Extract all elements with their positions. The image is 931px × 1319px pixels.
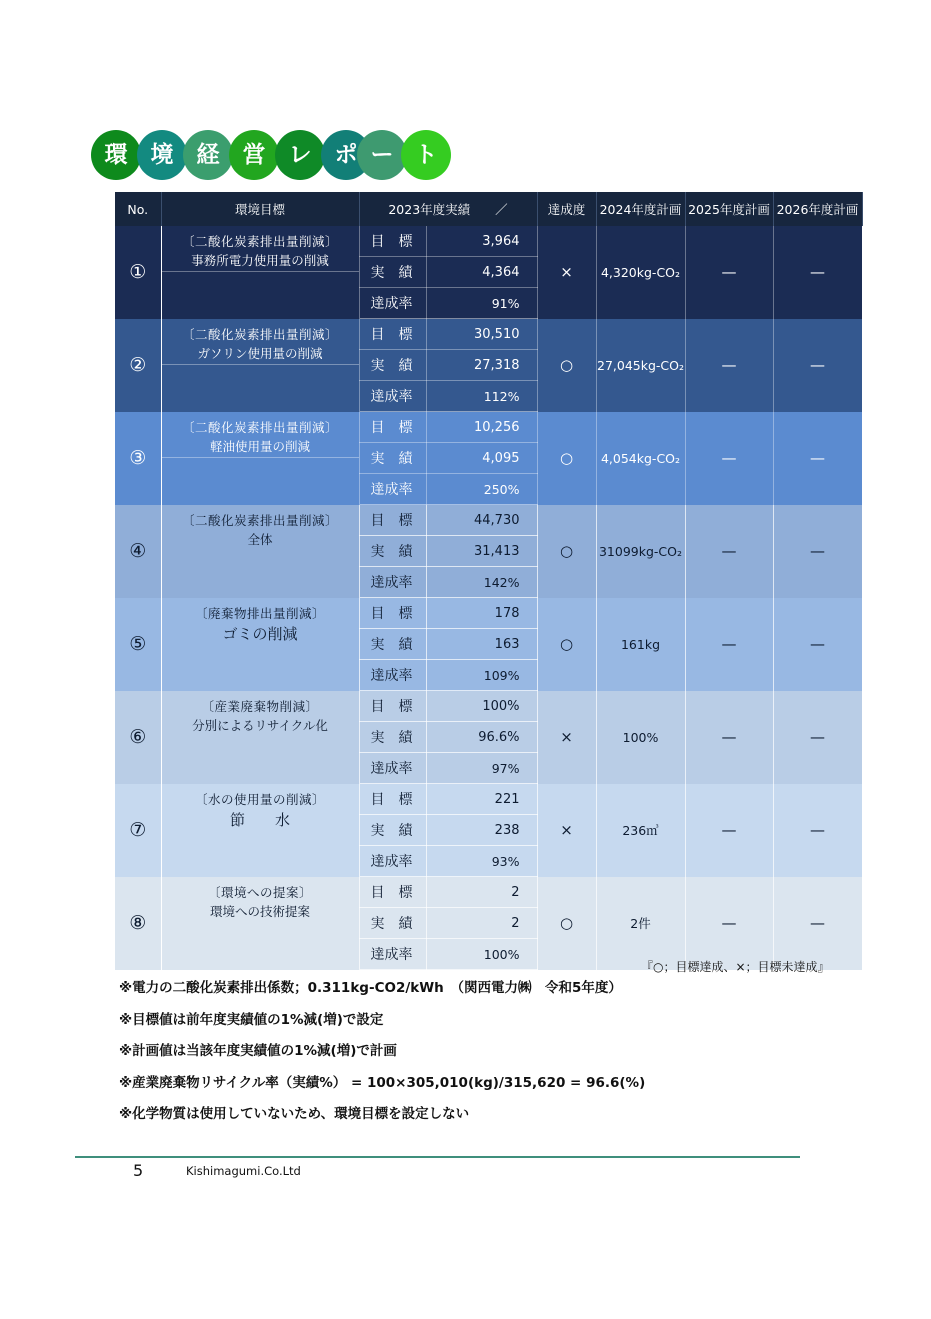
- rate-label: 達成率: [359, 288, 426, 319]
- rate-value: 109%: [426, 660, 537, 691]
- rate-label: 達成率: [359, 660, 426, 691]
- notes: [119, 978, 645, 1136]
- table-row: [115, 598, 862, 629]
- rate-value: 97%: [426, 753, 537, 784]
- goal-cell: [161, 784, 359, 877]
- plan-2026: —: [773, 319, 862, 412]
- goal-divider: [162, 457, 359, 458]
- target-label: 目 標: [359, 412, 426, 443]
- actual-value: 4,364: [426, 257, 537, 288]
- note-line: ※計画値は当該年度実績値の1%減(増)で計画: [119, 1043, 397, 1059]
- actual-label: 実 績: [359, 629, 426, 660]
- footer-divider: [75, 1156, 800, 1158]
- header-plan-2026: 2026年度計画: [773, 192, 862, 226]
- plan-2024: 236㎥: [596, 784, 685, 877]
- achievement-mark: ×: [537, 226, 596, 319]
- goal-description: 軽油使用量の削減: [209, 438, 310, 454]
- actual-label: 実 績: [359, 350, 426, 381]
- table-row: [115, 505, 862, 536]
- goal-description: 事務所電力使用量の削減: [191, 253, 329, 268]
- goal-description: 分別によるリサイクル化: [192, 717, 328, 733]
- actual-label: 実 績: [359, 257, 426, 288]
- table-row: [115, 691, 862, 722]
- plan-2025: —: [685, 505, 773, 598]
- goal-category: 〔二酸化炭素排出量削減〕: [181, 512, 338, 528]
- plan-2024: 100%: [596, 691, 685, 784]
- report-title: [91, 130, 461, 180]
- target-label: 目 標: [359, 598, 426, 629]
- goal-description: ゴミの削減: [222, 624, 298, 643]
- achievement-mark: ○: [537, 598, 596, 691]
- row-number: ⑦: [115, 784, 161, 877]
- plan-2026: —: [773, 691, 862, 784]
- table-row: [115, 412, 862, 443]
- title-char-circle: 経: [183, 130, 233, 180]
- goal-category: 〔廃棄物排出量削減〕: [194, 605, 325, 621]
- plan-2025: —: [685, 691, 773, 784]
- achievement-mark: ×: [537, 691, 596, 784]
- plan-2024: 4,320kg-CO₂: [596, 226, 685, 319]
- rate-label: 達成率: [359, 474, 426, 505]
- header-result: 2023年度実績 ／: [359, 192, 537, 226]
- plan-2026: —: [773, 598, 862, 691]
- header-no: No.: [115, 192, 161, 226]
- plan-2024: 27,045kg-CO₂: [596, 319, 685, 412]
- rate-value: 100%: [426, 939, 537, 970]
- goal-category: 〔二酸化炭素排出量削減〕: [181, 326, 338, 342]
- actual-label: 実 績: [359, 722, 426, 753]
- table-row: [115, 877, 862, 908]
- table-row: [115, 784, 862, 815]
- plan-2026: —: [773, 505, 862, 598]
- plan-2025: —: [685, 598, 773, 691]
- achievement-mark: ○: [537, 319, 596, 412]
- plan-2024: 4,054kg-CO₂: [596, 412, 685, 505]
- rate-value: 91%: [426, 288, 537, 319]
- goal-category: 〔産業廃棄物削減〕: [201, 698, 319, 714]
- rate-label: 達成率: [359, 846, 426, 877]
- target-value: 178: [426, 598, 537, 629]
- target-label: 目 標: [359, 319, 426, 350]
- note-line: ※産業廃棄物リサイクル率（実績%） = 100×305,010(kg)/315,620 = 96.6(%): [119, 1074, 646, 1091]
- goal-cell: [161, 505, 359, 598]
- target-value: 221: [426, 784, 537, 815]
- actual-label: 実 績: [359, 536, 426, 567]
- plan-2025: —: [685, 319, 773, 412]
- plan-2025: —: [685, 412, 773, 505]
- company-name: Kishimagumi.Co.Ltd: [186, 1164, 301, 1178]
- goal-cell: [161, 319, 359, 412]
- target-value: 30,510: [426, 319, 537, 350]
- achievement-mark: ○: [537, 877, 596, 970]
- goal-category: 〔二酸化炭素排出量削減〕: [181, 234, 338, 249]
- table-row: [115, 319, 862, 350]
- goal-description: 環境への技術提案: [209, 903, 310, 919]
- row-number: ⑧: [115, 877, 161, 970]
- rate-value: 112%: [426, 381, 537, 412]
- table-row: [115, 226, 862, 257]
- target-value: 2: [426, 877, 537, 908]
- title-char-circle: ポ: [321, 130, 371, 180]
- actual-value: 238: [426, 815, 537, 846]
- title-char-circle: 営: [229, 130, 279, 180]
- rate-label: 達成率: [359, 939, 426, 970]
- rate-value: 250%: [426, 474, 537, 505]
- actual-value: 31,413: [426, 536, 537, 567]
- actual-label: 実 績: [359, 908, 426, 939]
- header-achievement: 達成度: [537, 192, 596, 226]
- plan-2026: —: [773, 412, 862, 505]
- goal-category: 〔環境への提案〕: [207, 884, 312, 900]
- achievement-mark: ○: [537, 505, 596, 598]
- target-value: 44,730: [426, 505, 537, 536]
- actual-label: 実 績: [359, 815, 426, 846]
- goal-cell: [161, 226, 359, 319]
- goal-cell: [161, 412, 359, 505]
- environmental-goals-table: [115, 192, 863, 970]
- title-char-circle: ト: [401, 130, 451, 180]
- goal-description: 節 水: [229, 810, 290, 829]
- actual-label: 実 績: [359, 443, 426, 474]
- actual-value: 27,318: [426, 350, 537, 381]
- target-label: 目 標: [359, 784, 426, 815]
- header-plan-2024: 2024年度計画: [596, 192, 685, 226]
- row-number: ④: [115, 505, 161, 598]
- target-value: 3,964: [426, 226, 537, 257]
- plan-2026: —: [773, 877, 862, 970]
- plan-2024: 161kg: [596, 598, 685, 691]
- target-value: 100%: [426, 691, 537, 722]
- table-body: [115, 226, 862, 970]
- title-char-circle: 境: [137, 130, 187, 180]
- target-label: 目 標: [359, 505, 426, 536]
- goal-cell: [161, 691, 359, 784]
- table-header-row: [115, 192, 862, 226]
- actual-value: 2: [426, 908, 537, 939]
- target-label: 目 標: [359, 691, 426, 722]
- achievement-mark: ×: [537, 784, 596, 877]
- row-number: ②: [115, 319, 161, 412]
- title-char-circle: 環: [91, 130, 141, 180]
- note-line: ※化学物質は使用していないため、環境目標を設定しない: [119, 1106, 470, 1122]
- plan-2025: —: [685, 877, 773, 970]
- page-number: 5: [133, 1161, 144, 1180]
- header-plan-2025: 2025年度計画: [685, 192, 773, 226]
- plan-2025: —: [685, 784, 773, 877]
- goal-divider: [162, 364, 359, 365]
- goal-category: 〔二酸化炭素排出量削減〕: [181, 419, 338, 435]
- rate-value: 142%: [426, 567, 537, 598]
- target-label: 目 標: [359, 877, 426, 908]
- goal-description: 全体: [247, 531, 273, 547]
- note-line: ※目標値は前年度実績値の1%減(増)で設定: [119, 1011, 384, 1028]
- goal-cell: [161, 877, 359, 970]
- rate-label: 達成率: [359, 567, 426, 598]
- target-label: 目 標: [359, 226, 426, 257]
- row-number: ③: [115, 412, 161, 505]
- header-goal: 環境目標: [161, 192, 359, 226]
- rate-label: 達成率: [359, 753, 426, 784]
- rate-label: 達成率: [359, 381, 426, 412]
- goal-category: 〔水の使用量の削減〕: [194, 791, 325, 807]
- title-char-circle: ー: [357, 130, 407, 180]
- row-number: ①: [115, 226, 161, 319]
- actual-value: 96.6%: [426, 722, 537, 753]
- target-value: 10,256: [426, 412, 537, 443]
- actual-value: 163: [426, 629, 537, 660]
- actual-value: 4,095: [426, 443, 537, 474]
- achievement-mark: ○: [537, 412, 596, 505]
- plan-2026: —: [773, 784, 862, 877]
- plan-2024: 2件: [596, 877, 685, 970]
- plan-2024: 31099kg-CO₂: [596, 505, 685, 598]
- plan-2026: —: [773, 226, 862, 319]
- achievement-legend: 『○；目標達成、×；目標未達成』: [641, 960, 830, 974]
- rate-value: 93%: [426, 846, 537, 877]
- goal-cell: [161, 598, 359, 691]
- plan-2025: —: [685, 226, 773, 319]
- note-line: ※電力の二酸化炭素排出係数；0.311kg-CO2/kWh （関西電力㈱ 令和5年度）: [119, 980, 622, 996]
- row-number: ⑤: [115, 598, 161, 691]
- goal-divider: [162, 271, 359, 272]
- row-number: ⑥: [115, 691, 161, 784]
- title-char-circle: レ: [275, 130, 325, 180]
- goal-description: ガソリン使用量の削減: [197, 345, 323, 361]
